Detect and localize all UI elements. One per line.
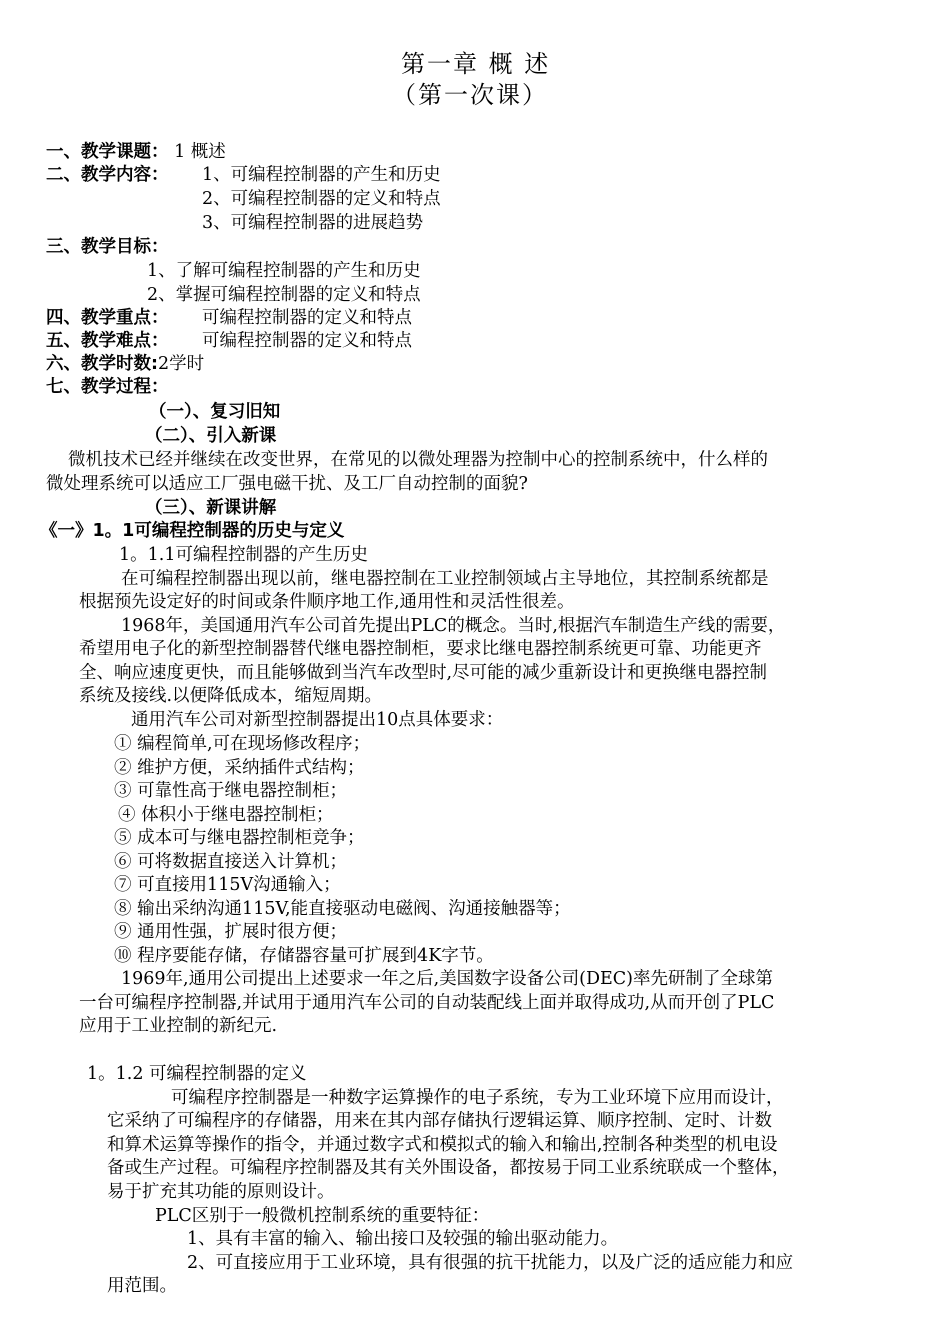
- topic-label: 一、教学课题：: [46, 142, 169, 162]
- key-row: [46, 307, 169, 329]
- difficult-label: 五、教学难点：: [46, 331, 169, 351]
- requirement-item: ② 维护方便，采纳插件式结构；: [114, 758, 365, 778]
- requirement-item: ⑧ 输出采纳沟通115V,能直接驱动电磁阀、沟通接触器等；: [114, 899, 571, 919]
- requirement-item: ⑩ 程序要能存储，存储器容量可扩展到4K字节。: [114, 946, 494, 966]
- feature-item: 2、可直接应用于工业环境，具有很强的抗干扰能力，以及广泛的适应能力和应: [187, 1253, 794, 1273]
- hours-label: 六、教学时数:: [46, 354, 158, 374]
- requirement-item: ④ 体积小于继电器控制柜；: [118, 805, 334, 825]
- paragraph-line: 全、响应速度更快，而且能够做到当汽车改型时,尽可能的减少重新设计和更换继电器控制: [79, 663, 768, 683]
- content-item: 2、可编程控制器的定义和特点: [202, 189, 441, 209]
- subsection-heading: 1。1.1可编程控制器的产生历史: [119, 545, 368, 565]
- requirement-item: ③ 可靠性高于继电器控制柜；: [114, 781, 348, 801]
- paragraph-line: 备或生产过程。可编程序控制器及其有关外围设备，都按易于同工业系统联成一个整体，: [107, 1158, 790, 1178]
- goal-item: 2、掌握可编程控制器的定义和特点: [147, 285, 421, 305]
- lesson-subtitle: （第一次课）: [392, 81, 548, 109]
- chapter-title: 第一章 概 述: [401, 50, 551, 78]
- key-value: 可编程控制器的定义和特点: [202, 308, 412, 328]
- intro-heading: （二）、引入新课: [145, 426, 277, 446]
- goal-label: 三、教学目标：: [46, 237, 169, 257]
- paragraph-line: 希望用电子化的新型控制器替代继电器控制柜，要求比继电器控制系统更可靠、功能更齐: [79, 639, 762, 659]
- new-lesson-heading: （三）、新课讲解: [145, 498, 277, 518]
- paragraph-line: 它采纳了可编程序的存储器，用来在其内部存储执行逻辑运算、顺序控制、定时、计数: [107, 1111, 772, 1131]
- paragraph-line: 应用于工业控制的新纪元.: [79, 1016, 278, 1036]
- intro-text-line: 微处理系统可以适应工厂强电磁干扰、及工厂自动控制的面貌?: [46, 474, 528, 494]
- requirements-intro: 通用汽车公司对新型控制器提出10点具体要求：: [131, 710, 504, 730]
- difficult-value: 可编程控制器的定义和特点: [202, 331, 412, 351]
- content-item: 3、可编程控制器的进展趋势: [202, 213, 424, 233]
- paragraph-line: 和算术运算等操作的指令，并通过数字式和模拟式的输入和输出,控制各种类型的机电设: [107, 1135, 778, 1155]
- hours-row: [46, 353, 204, 375]
- review-heading: （一）、复习旧知: [149, 402, 281, 422]
- content-label: 二、教学内容：: [46, 165, 169, 185]
- difficult-row: [46, 330, 169, 352]
- hours-value: 2学时: [158, 354, 205, 374]
- requirement-item: ⑦ 可直接用115V沟通输入；: [114, 875, 341, 895]
- goal-item: 1、了解可编程控制器的产生和历史: [147, 261, 421, 281]
- paragraph-line: 1968年，美国通用汽车公司首先提出PLC的概念。当时,根据汽车制造生产线的需要，: [121, 616, 786, 636]
- feature-item: 1、具有丰富的输入、输出接口及较强的输出驱动能力。: [187, 1229, 619, 1249]
- paragraph-line: 易于扩充其功能的原则设计。: [107, 1182, 335, 1202]
- content-item: 1、可编程控制器的产生和历史: [202, 165, 441, 185]
- topic-row: [46, 141, 226, 163]
- content-row: [46, 164, 169, 186]
- subsection-heading: 1。1.2 可编程控制器的定义: [87, 1064, 307, 1084]
- paragraph-line: 可编程序控制器是一种数字运算操作的电子系统，专为工业环境下应用而设计，: [171, 1088, 784, 1108]
- section-heading: 《一》1。1可编程控制器的历史与定义: [40, 521, 345, 541]
- requirement-item: ⑤ 成本可与继电器控制柜竞争；: [114, 828, 365, 848]
- paragraph-line: 在可编程控制器出现以前，继电器控制在工业控制领域占主导地位，其控制系统都是: [121, 569, 769, 589]
- key-label: 四、教学重点：: [46, 308, 169, 328]
- paragraph-line: 根据预先设定好的时间或条件顺序地工作,通用性和灵活性很差。: [79, 592, 575, 612]
- paragraph-line: 系统及接线.以便降低成本，缩短周期。: [79, 686, 383, 706]
- topic-value: 1 概述: [168, 142, 226, 162]
- process-label: 七、教学过程：: [46, 377, 169, 397]
- intro-text-line: 微机技术已经并继续在改变世界，在常见的以微处理器为控制中心的控制系统中，什么样的: [68, 450, 768, 470]
- feature-item: 用范围。: [107, 1276, 177, 1296]
- paragraph-line: 一台可编程序控制器,并试用于通用汽车公司的自动装配线上面并取得成功,从而开创了PLC: [79, 993, 775, 1013]
- paragraph-line: 1969年,通用公司提出上述要求一年之后,美国数字设备公司(DEC)率先研制了全球第: [121, 969, 774, 989]
- requirement-item: ⑨ 通用性强，扩展时很方便；: [114, 922, 348, 942]
- features-intro: PLC区别于一般微机控制系统的重要特征：: [155, 1206, 490, 1226]
- requirement-item: ⑥ 可将数据直接送入计算机；: [114, 852, 348, 872]
- requirement-item: ① 编程简单,可在现场修改程序；: [114, 734, 371, 754]
